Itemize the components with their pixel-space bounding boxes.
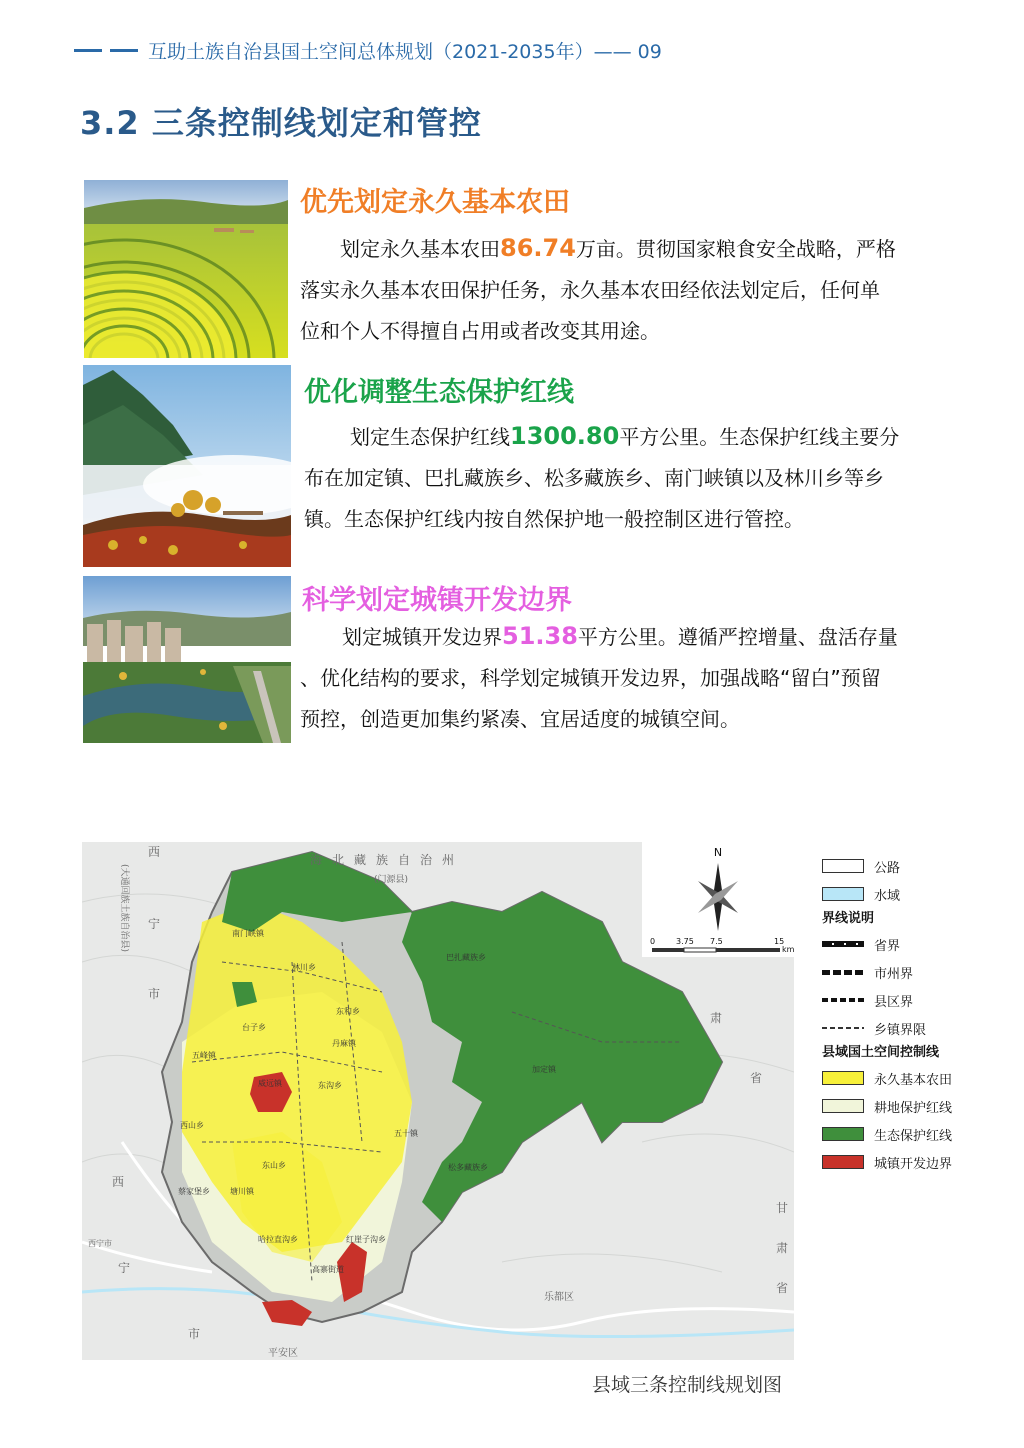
block1-line3: 位和个人不得擅自占用或者改变其用途。 (300, 319, 660, 343)
town-wushi: 五十镇 (394, 1129, 418, 1138)
block1-pre: 划定永久基本农田 (340, 237, 500, 261)
legend-province-label: 省界 (874, 938, 901, 954)
header-text: 互助土族自治县国土空间总体规划（2021-2035年）—— 09 (148, 40, 662, 63)
legend-boundary-head: 界线说明 (822, 911, 875, 926)
block1-num: 86.74 (500, 234, 576, 262)
legend-road-label: 公路 (874, 860, 901, 876)
label-xi-1: 西 (148, 845, 161, 859)
map-legend (822, 852, 1002, 1176)
block1-text (300, 228, 960, 352)
page-header (74, 36, 662, 64)
town-wufeng: 五峰镇 (192, 1051, 216, 1060)
town-linchuan: 林川乡 (292, 963, 316, 972)
top-region-sub: (门源县) (374, 875, 409, 885)
label-shi-1: 市 (148, 987, 161, 1001)
town-hongyazi: 红崖子沟乡 (346, 1235, 386, 1244)
eco-swatch (822, 1127, 864, 1141)
block3-num: 51.38 (502, 622, 578, 650)
scale-tick-3: 15 (774, 937, 785, 946)
block3-pre: 划定城镇开发边界 (342, 625, 502, 649)
block1-rest: 万亩。贯彻国家粮食安全战略，严格 (575, 237, 896, 261)
label-sheng: 省 (750, 1071, 763, 1085)
block3-line3: 预控，创造更加集约紧凑、宜居适度的城镇空间。 (300, 707, 740, 731)
block3-rest: 平方公里。遵循严控增量、盘活存量 (577, 625, 898, 649)
left-region-label: (大通回族土族自治县) (119, 864, 129, 953)
label-ning-2: 宁 (118, 1261, 131, 1275)
legend-arable (822, 1092, 1002, 1120)
legend-county (822, 986, 1002, 1014)
label-xi-2: 西 (112, 1175, 125, 1189)
label-su: 肃 (710, 1011, 723, 1025)
top-region-label: 海北藏族自治州 (310, 853, 465, 867)
legend-eco-label: 生态保护红线 (874, 1128, 953, 1144)
block3-text (300, 616, 960, 740)
scale-tick-1: 3.75 (676, 937, 694, 946)
scale-unit: km (782, 945, 794, 954)
legend-city (822, 958, 1002, 986)
block1-line2: 落实永久基本农田保护任务，永久基本农田经依法划定后，任何单 (300, 278, 880, 302)
town-hala: 哈拉直沟乡 (258, 1235, 298, 1244)
urban-swatch (822, 1155, 864, 1169)
block3-line2: 、优化结构的要求，科学划定城镇开发边界，加强战略“留白”预留 (300, 666, 881, 690)
label-sheng-2: 省 (776, 1281, 789, 1295)
legend-water-label: 水域 (874, 888, 901, 904)
scale-tick-2: 7.5 (710, 937, 723, 946)
town-bazha: 巴扎藏族乡 (446, 953, 486, 962)
legend-town (822, 1014, 1002, 1042)
town-donggou: 东沟乡 (318, 1081, 342, 1090)
legend-urban (822, 1148, 1002, 1176)
label-xining-city: 西宁市 (88, 1239, 112, 1248)
legend-arable-label: 耕地保护红线 (874, 1100, 953, 1116)
block2-line3: 镇。生态保护红线内按自然保护地一般控制区进行管控。 (304, 507, 804, 531)
north-label: N (713, 846, 723, 859)
county-swatch (822, 998, 864, 1002)
scale-tick-0: 0 (650, 937, 656, 946)
legend-control-head: 县域国土空间控制线 (822, 1045, 940, 1060)
arable-swatch (822, 1099, 864, 1113)
map-caption: 县域三条控制线规划图 (592, 1374, 783, 1396)
label-pingan: 平安区 (268, 1348, 298, 1359)
block2-line2: 布在加定镇、巴扎藏族乡、松多藏族乡、南门峡镇以及林川乡等乡 (304, 466, 884, 490)
legend-farmland (822, 1064, 1002, 1092)
legend-road (822, 852, 1002, 880)
legend-city-label: 市州界 (874, 966, 914, 982)
label-su-2: 肃 (776, 1241, 789, 1255)
legend-province (822, 930, 1002, 958)
control-lines-map (82, 842, 794, 1360)
legend-county-label: 县区界 (874, 994, 914, 1010)
label-ledu: 乐都区 (544, 1292, 574, 1303)
town-danma: 丹麻镇 (332, 1039, 356, 1048)
town-donghe: 东和乡 (336, 1007, 360, 1016)
road-swatch (822, 859, 864, 873)
town-gaozhai: 高寨街道 (312, 1265, 344, 1274)
block1-title: 优先划定永久基本农田 (300, 187, 570, 218)
section-title: 3.2 三条控制线划定和管控 (80, 104, 482, 142)
label-gan: 甘 (776, 1201, 789, 1215)
city-swatch (822, 970, 864, 975)
town-tangchuan: 塘川镇 (230, 1187, 254, 1196)
legend-urban-label: 城镇开发边界 (874, 1156, 953, 1172)
town-caijiabao: 蔡家堡乡 (178, 1187, 210, 1196)
label-ning-1: 宁 (148, 917, 161, 931)
urban-photo (83, 576, 291, 743)
town-jiading: 加定镇 (532, 1065, 556, 1074)
town-weiyuan: 威远镇 (258, 1079, 282, 1088)
header-dash-2 (110, 49, 138, 52)
ecology-photo (83, 365, 291, 567)
farmland-photo (84, 180, 288, 358)
town-xishan: 西山乡 (180, 1121, 204, 1130)
block3-title: 科学划定城镇开发边界 (302, 585, 572, 616)
legend-town-label: 乡镇界限 (874, 1022, 927, 1038)
town-songduo: 松多藏族乡 (448, 1163, 488, 1172)
block2-text (304, 416, 964, 540)
province-swatch (822, 941, 864, 947)
legend-eco (822, 1120, 1002, 1148)
town-swatch (822, 1027, 864, 1029)
legend-farmland-label: 永久基本农田 (874, 1072, 953, 1088)
label-shi-2: 市 (188, 1327, 201, 1341)
block2-pre: 划定生态保护红线 (350, 425, 510, 449)
water-swatch (822, 887, 864, 901)
legend-water (822, 880, 1002, 908)
town-dongshan: 东山乡 (262, 1161, 286, 1170)
block2-num: 1300.80 (510, 422, 620, 450)
block2-title: 优化调整生态保护红线 (304, 377, 574, 408)
town-taizi: 台子乡 (242, 1023, 266, 1032)
farmland-swatch (822, 1071, 864, 1085)
header-dash-1 (74, 49, 102, 52)
town-nanmenxia: 南门峡镇 (232, 929, 264, 938)
block2-rest: 平方公里。生态保护红线主要分 (619, 425, 900, 449)
